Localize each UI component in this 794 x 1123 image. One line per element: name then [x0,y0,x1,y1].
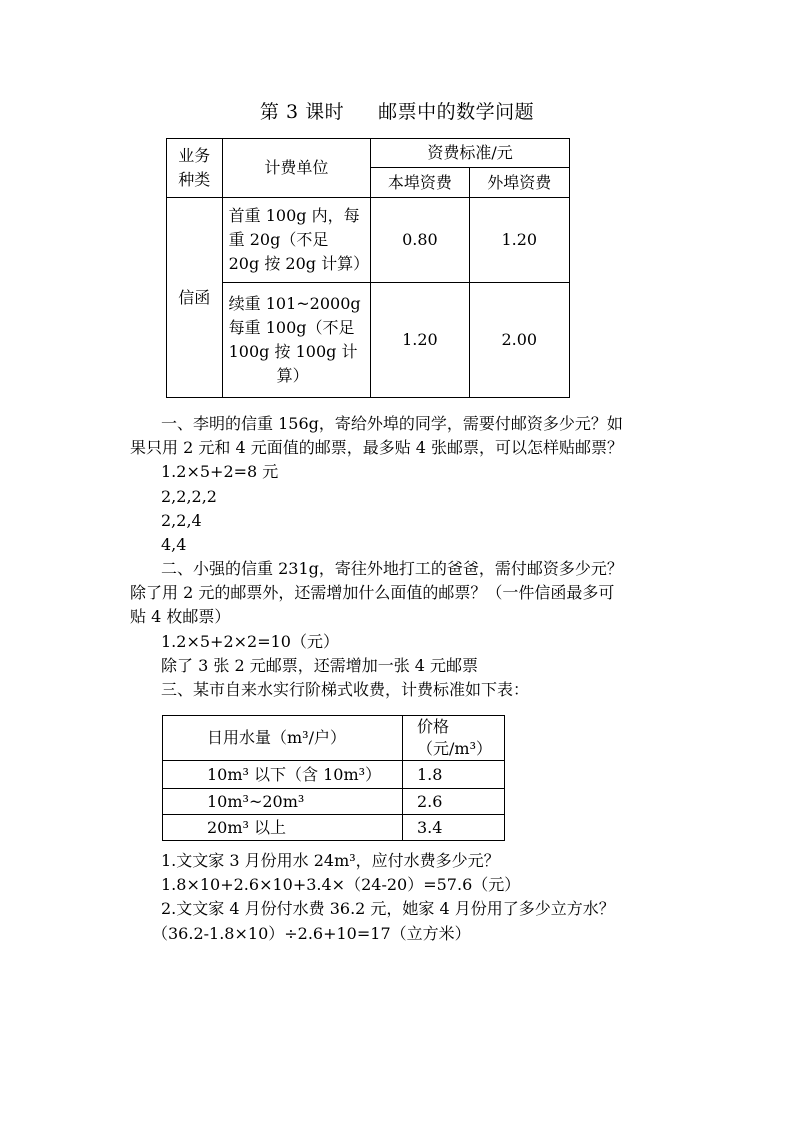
unit-line: 20g 按 20g 计算） [228,254,370,273]
answer-line: 1.8×10+2.6×10+3.4×（24-20）=57.6（元） [161,875,521,895]
question-1 [130,412,690,557]
answer-line: （36.2-1.8×10）÷2.6+10=17（立方米） [152,923,471,943]
question-line: 除了用 2 元的邮票外，还需增加什么面值的邮票？（一件信函最多可 [130,583,615,603]
question-line: 2.文文家 4 月份付水费 36.2 元，她家 4 月份用了多少立方水？ [161,899,615,919]
answer-line: 除了 3 张 2 元邮票，还需增加一张 4 元邮票 [161,655,479,675]
unit-line: 每重 100g（不足 [228,318,355,337]
usage-tier: 10m³ 以下（含 10m³） [163,761,403,789]
question-line: 果只用 2 元和 4 元面值的邮票，最多贴 4 张邮票，可以怎样贴邮票？ [130,438,624,458]
unit-line: 首重 100g 内，每 [228,206,360,225]
header-billing-unit: 计费单位 [222,139,371,198]
question-3-intro: 三、某市自来水实行阶梯式收费，计费标准如下表： [161,680,530,700]
question-line: 一、李明的信重 156g，寄给外埠的同学，需要付邮资多少元？如 [161,414,623,433]
remote-fee-value: 1.20 [469,198,569,283]
header-type-line: 业务 [178,146,211,165]
header-type-line: 种类 [178,170,211,189]
unit-line: 100g 按 100g 计 [228,342,358,361]
header-remote-fee: 外埠资费 [469,168,569,198]
header-daily-usage: 日用水量（m³/户） [163,716,403,761]
local-fee-value: 0.80 [371,198,469,283]
answer-line: 1.2×5+2=8 元 [161,462,279,482]
price-value: 2.6 [403,789,505,815]
unit-additional-weight [222,283,371,398]
question-2 [130,557,690,702]
postage-table [166,138,570,398]
answer-line: 2,2,2,2 [161,486,217,506]
unit-line: 重 20g（不足 [228,230,329,249]
lesson-topic: 邮票中的数学问题 [378,101,535,123]
question-line: 贴 4 枚邮票） [130,607,231,627]
question-3-parts [130,849,690,946]
header-local-fee: 本埠资费 [371,168,469,198]
price-value: 3.4 [403,815,505,841]
local-fee-value: 1.20 [371,283,469,398]
header-business-type [167,139,223,198]
category-letter: 信函 [167,198,223,398]
water-price-table [162,715,505,841]
page-title [0,97,794,124]
answer-line: 4,4 [161,535,187,555]
lesson-number: 第 3 课时 [259,101,345,123]
unit-first-weight [222,198,371,283]
answer-line: 2,2,4 [161,510,202,530]
header-price: 价格（元/m³） [403,716,505,761]
question-line: 1.文文家 3 月份用水 24m³，应付水费多少元？ [161,851,500,870]
unit-line: 续重 101~2000g [228,294,361,313]
answer-line: 1.2×5+2×2=10（元） [161,631,339,651]
usage-tier: 20m³ 以上 [163,815,403,841]
usage-tier: 10m³~20m³ [163,789,403,815]
question-line: 二、小强的信重 231g，寄往外地打工的爸爸，需付邮资多少元？ [161,559,623,578]
remote-fee-value: 2.00 [469,283,569,398]
header-fee-standard: 资费标准/元 [371,139,570,168]
price-value: 1.8 [403,761,505,789]
unit-line: 算） [276,366,309,385]
